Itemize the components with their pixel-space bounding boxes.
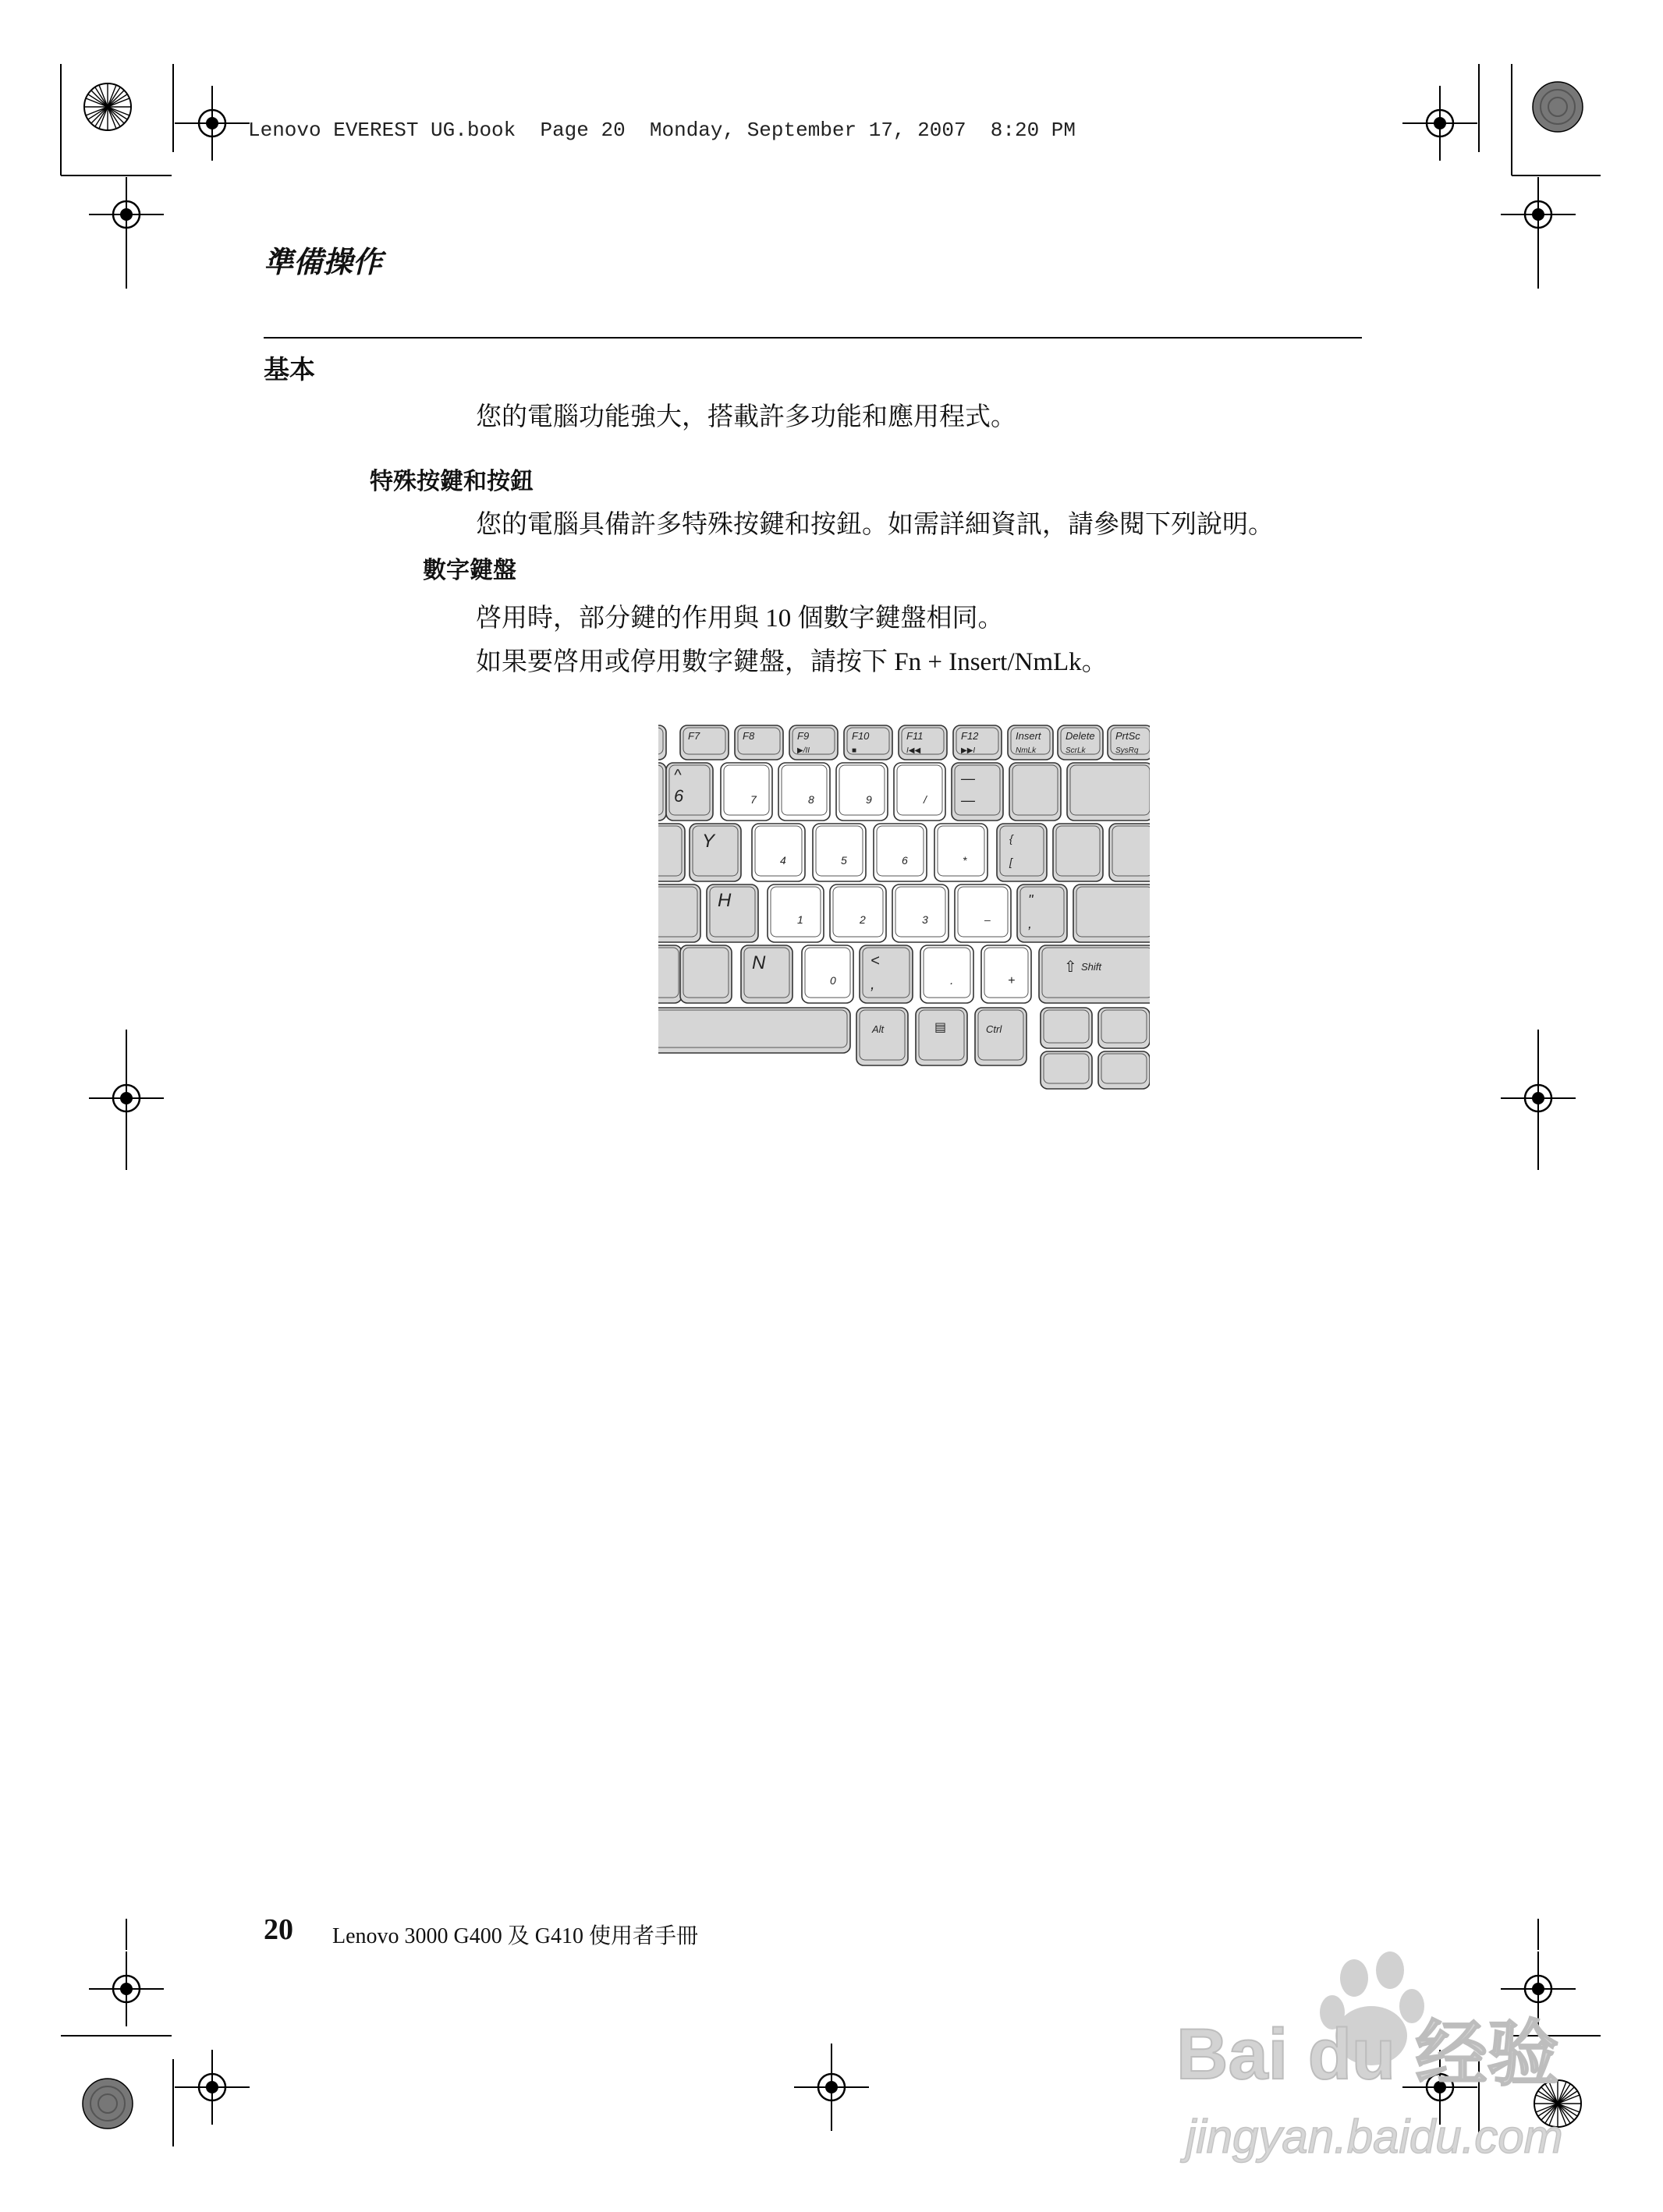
key-alt	[856, 1008, 908, 1065]
keypad-key-3	[894, 763, 945, 821]
keypad-key-10	[892, 884, 949, 942]
keypad-label: .	[950, 974, 954, 987]
keypad-label: *	[963, 854, 967, 867]
key-label-alt: Alt	[872, 1023, 885, 1035]
keypad-label: 3	[922, 913, 928, 926]
keypad-label: 1	[797, 913, 803, 926]
key-minus	[952, 763, 1003, 821]
keypad-label: 4	[780, 854, 786, 867]
keypad-label: 0	[830, 974, 836, 987]
shift-icon: ⇧	[1064, 959, 1077, 976]
key-top-label: "	[1028, 892, 1034, 908]
print-header: Lenovo EVEREST UG.book Page 20 Monday, September 17, 2007 8:20 PM	[248, 119, 1076, 142]
key-6	[666, 763, 713, 821]
keypad-key-0	[802, 945, 853, 1003]
fkey-sublabel: ▶▶I	[961, 746, 976, 755]
footer-book-title: Lenovo 3000 G400 及 G410 使用者手冊	[332, 1924, 698, 1948]
section-rule	[264, 337, 1362, 339]
key-comma	[860, 945, 913, 1003]
fkey-label: F12	[961, 730, 979, 742]
fkey-sublabel: ▶/II	[797, 746, 810, 755]
basic-paragraph: 您的電腦功能強大，搭載許多功能和應用程式。	[476, 403, 1016, 431]
watermark-url: jingyan.baidu.com	[1186, 2111, 1563, 2163]
fkey-label: PrtSc	[1115, 730, 1140, 742]
key-enter	[1073, 884, 1150, 942]
key-letter: Y	[702, 831, 715, 852]
fkey-label: F9	[797, 730, 810, 742]
keypad-key-plus	[981, 945, 1031, 1003]
keypad-label: 8	[808, 793, 814, 806]
key-letter: N	[752, 952, 766, 973]
key-quote	[1017, 884, 1067, 942]
key-b	[680, 945, 732, 1003]
key-partial	[658, 884, 700, 942]
fkey-label: F11	[906, 730, 924, 742]
fkey-label: F8	[743, 730, 755, 742]
keypad-key-dot	[920, 945, 973, 1003]
key-main-label: [	[1009, 856, 1012, 868]
key-top-label: <	[871, 952, 880, 970]
page-number: 20	[264, 1913, 293, 1946]
keypad-key-2	[836, 763, 888, 821]
key-menu	[916, 1008, 967, 1065]
keypad-key-5	[813, 824, 866, 881]
fkey-label: Insert	[1016, 730, 1041, 742]
chapter-title: 準備操作	[264, 245, 383, 279]
keypad-key-8	[768, 884, 824, 942]
key-equals	[1009, 763, 1061, 821]
key-n	[741, 945, 792, 1003]
keypad-key-1	[778, 763, 830, 821]
key-main-label: 6	[674, 786, 684, 806]
numeric-keypad-paragraph-2: 如果要啓用或停用數字鍵盤，請按下 Fn + Insert/NmLk。	[476, 648, 1108, 676]
keypad-key-6	[874, 824, 927, 881]
numeric-keypad-paragraph-1: 啓用時，部分鍵的作用與 10 個數字鍵盤相同。	[476, 604, 1004, 633]
star-target-icon	[84, 83, 131, 130]
baidu-watermark	[1170, 1950, 1607, 2184]
menu-icon: ▤	[934, 1021, 947, 1034]
fkey-sublabel: NmLk	[1016, 746, 1037, 755]
heading-basic: 基本	[264, 354, 315, 385]
keypad-label: /	[924, 793, 927, 806]
fkey-label: Delete	[1066, 730, 1095, 742]
key-bracket-right	[1053, 824, 1103, 881]
fkey-sublabel: ■	[852, 746, 857, 755]
fkey-sublabel: SysRq	[1115, 746, 1139, 755]
fkey-label: F7	[688, 730, 700, 742]
keypad-label: +	[1008, 974, 1016, 987]
key-label-ctrl: Ctrl	[986, 1023, 1002, 1035]
keyboard-illustration	[658, 724, 1150, 1090]
key-backslash	[1109, 824, 1150, 881]
key-space	[658, 1008, 850, 1053]
special-keys-paragraph: 您的電腦具備許多特殊按鍵和按鈕。如需詳細資訊，請參閱下列說明。	[476, 511, 1274, 539]
key-main-label: ,	[871, 976, 875, 993]
key-top-label: ^	[674, 767, 682, 784]
key-pgup	[1041, 1008, 1092, 1048]
keypad-label: 5	[841, 854, 847, 867]
keypad-label: 9	[866, 793, 872, 806]
keypad-key-11	[955, 884, 1011, 942]
heading-numeric-keypad: 數字鍵盤	[423, 557, 516, 584]
fkey-sublabel: ScrLk	[1066, 746, 1086, 755]
keypad-key-4	[752, 824, 805, 881]
keypad-label: –	[984, 913, 991, 926]
key-bracket	[997, 824, 1047, 881]
key-ctrl	[975, 1008, 1027, 1065]
key-label-shift: Shift	[1081, 961, 1102, 973]
key-shift	[1039, 945, 1150, 1003]
keypad-key-9	[830, 884, 886, 942]
keypad-label: 7	[750, 793, 757, 806]
key-top-label: {	[1009, 832, 1013, 845]
heading-special-keys: 特殊按鍵和按鈕	[370, 468, 534, 495]
key-h	[707, 884, 758, 942]
key-backspace	[1067, 763, 1150, 821]
fkey-sublabel: I◀◀	[906, 746, 921, 755]
keypad-label: 6	[902, 854, 908, 867]
keypad-label: 2	[860, 913, 866, 926]
keypad-key-7	[934, 824, 988, 881]
key-y	[690, 824, 741, 881]
key-up	[1098, 1008, 1150, 1048]
key-main-label: —	[961, 792, 975, 808]
watermark-brand: Bai du 经验	[1176, 2015, 1559, 2094]
key-main-label: ,	[1028, 916, 1033, 931]
fkey-label: F10	[852, 730, 870, 742]
keypad-key-0	[721, 763, 772, 821]
key-top-label: —	[961, 771, 975, 786]
key-letter: H	[718, 890, 732, 911]
